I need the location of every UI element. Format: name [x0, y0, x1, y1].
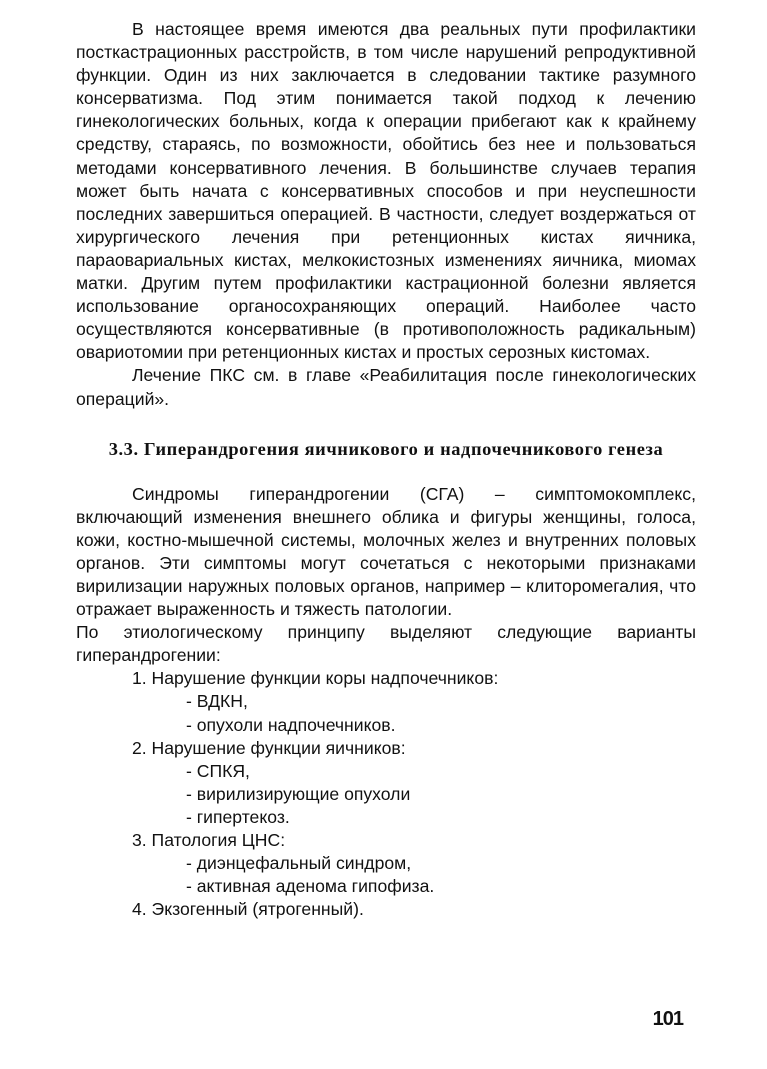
sub-list-item: - активная аденома гипофиза.: [186, 876, 435, 897]
sub-list-item: - гипертекоз.: [186, 806, 290, 827]
page-number: 101: [652, 1008, 683, 1030]
list-item: 3. Патология ЦНС:: [132, 830, 286, 850]
sub-list-item: - СПКЯ,: [186, 760, 250, 781]
sub-list-item: - вирилизирующие опухоли: [186, 783, 411, 804]
sub-list-item: - опухоли надпочечников.: [186, 714, 396, 735]
list-item: 1. Нарушение функции коры надпочечников:: [132, 668, 499, 689]
paragraph-intro-list: По этиологическому принципу выделяют следующие варианты гиперандрогении:: [76, 622, 696, 666]
sub-list-item: - ВДКН,: [186, 691, 248, 712]
section-heading: 3.3. Гиперандрогения яичникового и надпочечникового генеза: [108, 438, 664, 459]
list-item: 2. Нарушение функции яичников:: [132, 737, 406, 758]
paragraph-prevention: В настоящее время имеются два реальных пути профилактики посткастрационных расстройств, в том числе нарушений репродуктивной функции. Один из них заключается в следовании тактике разумного консерватизма. Под этим понимается такой подход к лечению гинекологических больных, когда к операции прибегают как к крайнему средству, стараясь, по возможности, обойтись без нее и пользоваться методами консервативного лечения. В большинстве случаев терапия может быть начата с консервативных способов и при неуспешности последних завершиться операцией. В частности, следует воздержаться от хирургического лечения при ретенционных кистах яичника, параовариальных кистах, мелкокистозных изменениях яичника, миомах матки. Другим путем профилактики кастрационной болезни является использование органосохраняющих операций. Наиболее часто осуществляются консервативные (в противоположность радикальным) овариотомии при ретенционных кистах и простых серозных кистомах.: [76, 19, 696, 363]
sub-list-item: - диэнцефальный синдром,: [186, 853, 412, 874]
variants-list: [76, 667, 696, 921]
page-content: [76, 18, 696, 921]
paragraph-syndrome: Синдромы гиперандрогении (СГА) – симптомокомплекс, включающий изменения внешнего облика и фигуры женщины, голоса, кожи, костно-мышечной системы, молочных желез и внутренних половых органов. Эти симптомы могут сочетаться с некоторыми признаками вирилизации наружных половых органов, например – клиторомегалия, что отражает выраженность и тяжесть патологии.: [76, 483, 696, 620]
list-item: 4. Экзогенный (ятрогенный).: [132, 899, 364, 920]
paragraph-reference: Лечение ПКС см. в главе «Реабилитация после гинекологических операций».: [76, 365, 696, 409]
